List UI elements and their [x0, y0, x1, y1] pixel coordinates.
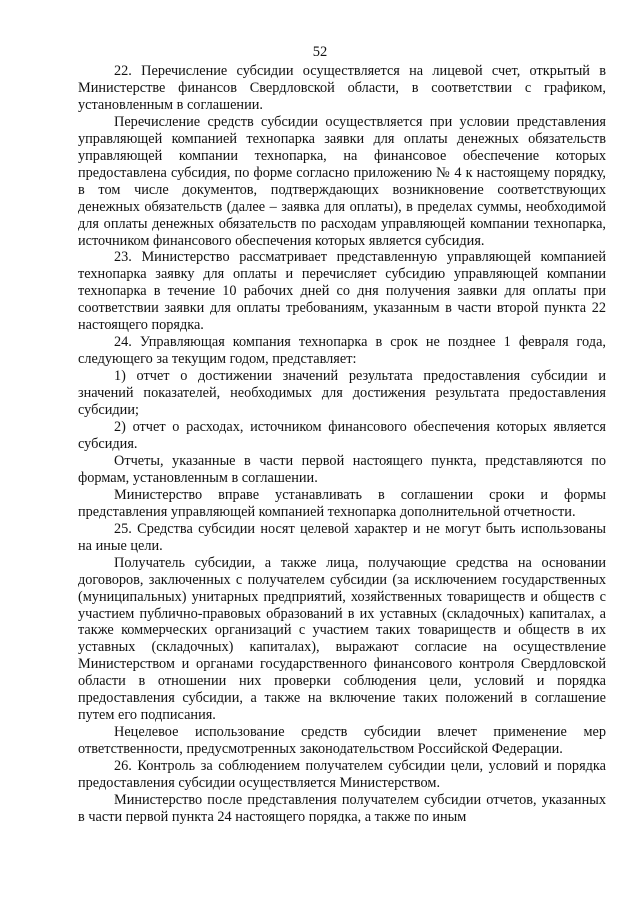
paragraph-23: 23. Министерство рассматривает представленную управляющей компанией технопарка заявку для оплаты и перечисляет субсидию управляющей компании технопарка в течение 10 рабочих дней со дня получения заявки для оплаты при соответствии заявки для оплаты требованиям, указанным в части второй пункта 22 настоящего порядка. — [78, 249, 606, 334]
paragraph-26-part-2: Министерство после представления получателем субсидии отчетов, указанных в части первой пункта 24 настоящего порядка, а также по иным — [78, 791, 606, 825]
document-body — [78, 63, 606, 826]
paragraph-25: 25. Средства субсидии носят целевой характер и не могут быть использованы на иные цели. — [78, 520, 606, 554]
paragraph-24-part-2: Отчеты, указанные в части первой настоящего пункта, представляются по формам, установленным в соглашении. — [78, 452, 606, 486]
paragraph-22: 22. Перечисление субсидии осуществляется на лицевой счет, открытый в Министерстве финансов Свердловской области, в соответствии с графиком, установленным в соглашении. — [78, 63, 606, 113]
paragraph-24-part-3: Министерство вправе устанавливать в соглашении сроки и формы представления управляющей компанией технопарка дополнительной отчетности. — [78, 486, 606, 520]
paragraph-25-part-3: Нецелевое использование средств субсидии влечет применение мер ответственности, предусмотренных законодательством Российской Федерации. — [78, 724, 606, 758]
paragraph-22-part-2: Перечисление средств субсидии осуществляется при условии представления управляющей компанией технопарка заявки для оплаты денежных обязательств управляющей компании технопарка, на финансовое обеспечение которых предоставлена субсидия, по форме согласно приложению № 4 к настоящему порядку, в том числе документов, подтверждающих возникновение соответствующих денежных обязательств (далее – заявка для оплаты), в пределах суммы, необходимой для оплаты денежных обязательств по расходам управляющей компании технопарка, источником финансового обеспечения которых является субсидия. — [78, 113, 606, 249]
paragraph-25-part-2: Получатель субсидии, а также лица, получающие средства на основании договоров, заключенных с получателем субсидии (за исключением государственных (муниципальных) унитарных предприятий, хозяйственных товариществ и обществ с участием публично-правовых образований в их уставных (складочных) капиталах, а также коммерческих организаций с участием таких товариществ и обществ в их уставных (складочных) капиталах), выражают согласие на осуществление Министерством и органами государственного финансового контроля Свердловской области в отношении них проверки соблюдения цели, условий и порядка предоставления субсидии, а также на включение таких положений в соглашение путем его подписания. — [78, 554, 606, 724]
paragraph-24: 24. Управляющая компания технопарка в срок не позднее 1 февраля года, следующего за текущим годом, представляет: — [78, 334, 606, 368]
paragraph-24-item-2: 2) отчет о расходах, источником финансового обеспечения которых является субсидия. — [78, 419, 606, 452]
paragraph-24-item-1: 1) отчет о достижении значений результата предоставления субсидии и значений показателей, необходимых для достижения результата предоставления субсидии; — [78, 368, 606, 419]
paragraph-26: 26. Контроль за соблюдением получателем субсидии цели, условий и порядка предоставления субсидии осуществляется Министерством. — [78, 758, 606, 792]
page-number: 52 — [312, 44, 328, 60]
